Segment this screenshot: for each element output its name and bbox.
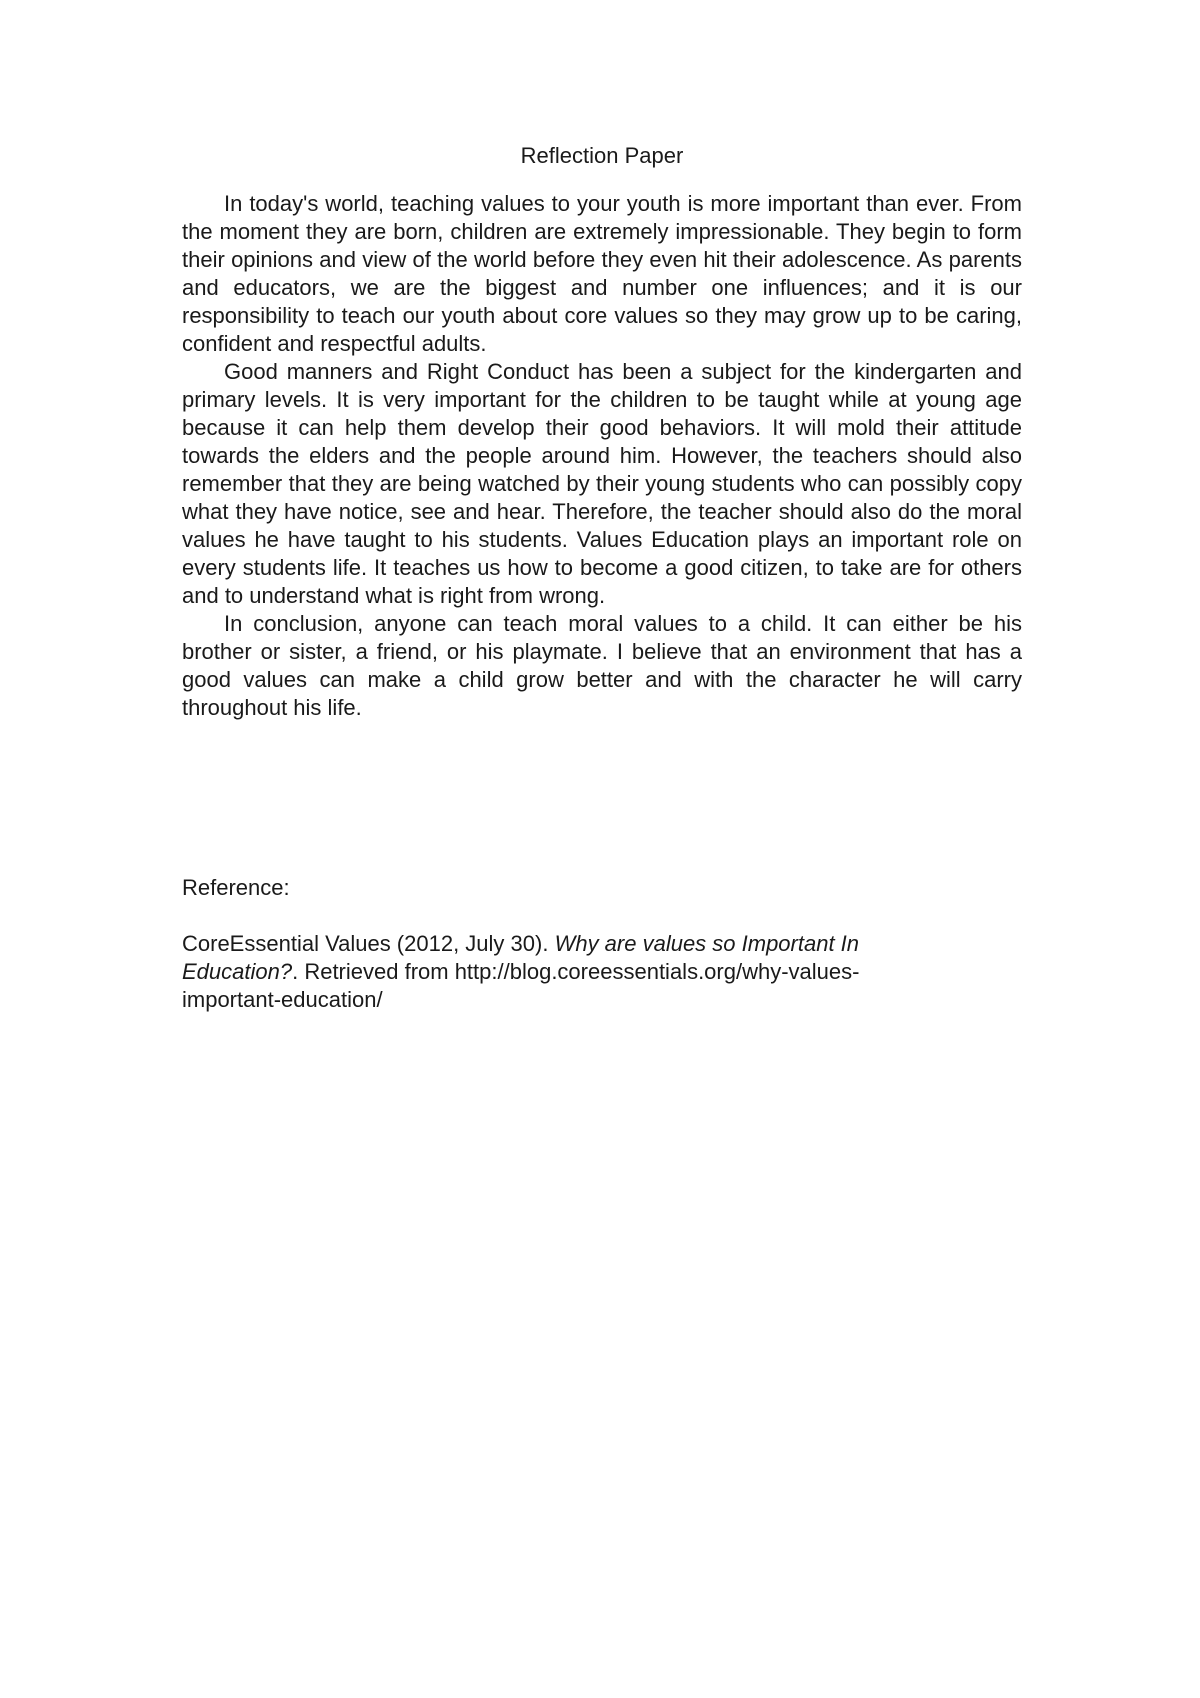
reference-entry <box>182 930 952 1014</box>
page-title: Reflection Paper <box>520 143 684 168</box>
reference-work-title: Why are values so Important In Education? <box>182 931 860 984</box>
paragraph-conclusion: In conclusion, anyone can teach moral values to a child. It can either be his brother or sister, a friend, or his playmate. I believe that an environment that has a good values can make a child grow better and with the character he will carry throughout his life. <box>182 611 1022 720</box>
reference-retrieval: . Retrieved from http://blog.coreessentials.org/why-values-important-education/ <box>182 959 860 1012</box>
paragraph-good-manners: Good manners and Right Conduct has been a subject for the kindergarten and primary levels. It is very important for the children to be taught while at young age because it can help them develop their good behaviors. It will mold their attitude towards the elders and the people around him. However, the teachers should also remember that they are being watched by their young students who can possibly copy what they have notice, see and hear. Therefore, the teacher should also do the moral values he have taught to his students. Values Education plays an important role on every students life. It teaches us how to become a good citizen, to take are for others and to understand what is right from wrong. <box>182 359 1022 608</box>
reference-author-date: CoreEssential Values (2012, July 30). <box>182 931 555 956</box>
reference-heading: Reference: <box>182 875 290 900</box>
paragraph-intro: In today's world, teaching values to your youth is more important than ever. From the moment they are born, children are extremely impressionable. They begin to form their opinions and view of the world before they even hit their adolescence. As parents and educators, we are the biggest and number one influences; and it is our responsibility to teach our youth about core values so they may grow up to be caring, confident and respectful adults. <box>182 191 1022 356</box>
reference-section <box>182 874 1022 1014</box>
document-body <box>182 142 1022 722</box>
